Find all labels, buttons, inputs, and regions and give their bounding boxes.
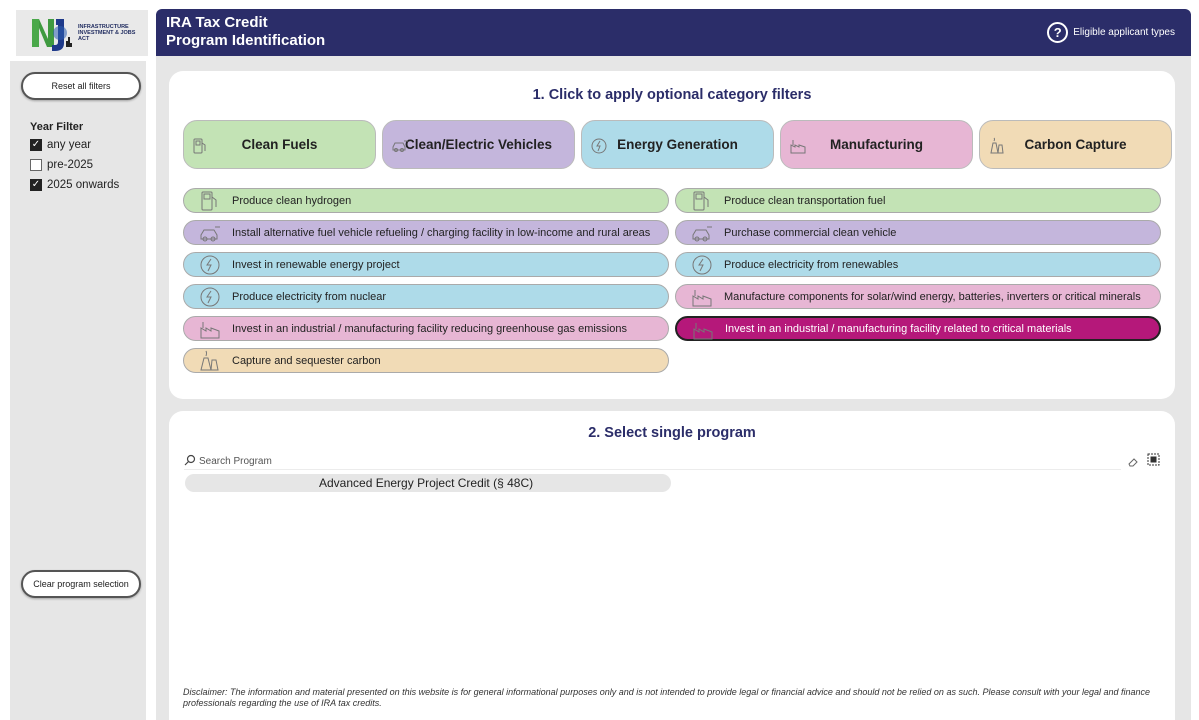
factory-icon (691, 319, 715, 344)
year-option-pre-2025[interactable] (30, 159, 93, 171)
program-label: Produce clean transportation fuel (724, 194, 886, 207)
program-pill[interactable] (183, 348, 669, 373)
main-area (156, 56, 1191, 720)
program-pill[interactable] (675, 188, 1161, 213)
search-icon (184, 454, 196, 469)
factory-icon (690, 286, 714, 311)
car-plug-icon (690, 222, 714, 247)
category-label: Manufacturing (830, 137, 923, 152)
program-label: Purchase commercial clean vehicle (724, 226, 897, 239)
program-pill[interactable] (183, 188, 669, 213)
year-option-2025-onwards[interactable] (30, 179, 119, 191)
select-all-icon[interactable] (1147, 453, 1160, 471)
program-pill[interactable] (183, 316, 669, 341)
fuel-pump-icon (192, 137, 208, 158)
nj-logo-icon (30, 13, 74, 53)
program-label: Invest in an industrial / manufacturing facility related to critical materials (725, 322, 1072, 335)
eraser-icon[interactable] (1127, 455, 1139, 473)
checkbox-icon[interactable] (30, 159, 42, 171)
section-2-title: 2. Select single program (588, 425, 756, 441)
program-pill[interactable] (675, 316, 1161, 341)
program-pill[interactable] (675, 284, 1161, 309)
energy-leaf-icon (198, 286, 222, 311)
title-line-1: IRA Tax Credit (166, 14, 268, 31)
category-label: Carbon Capture (1024, 137, 1127, 152)
category-label: Clean Fuels (241, 137, 318, 152)
program-result-item[interactable]: Advanced Energy Project Credit (§ 48C) (185, 474, 671, 492)
year-filter-title: Year Filter (30, 121, 84, 133)
year-option-label: 2025 onwards (47, 179, 120, 191)
year-option-label: pre-2025 (47, 159, 94, 171)
program-label: Install alternative fuel vehicle refueling / charging facility in low-income and rural areas (232, 226, 651, 239)
category-filter-panel (169, 71, 1175, 399)
energy-leaf-icon (590, 137, 608, 158)
car-plug-icon (391, 137, 409, 156)
year-option-any-year[interactable] (30, 139, 91, 151)
factory-icon (789, 137, 807, 158)
program-pill[interactable] (183, 252, 669, 277)
category-label: Energy Generation (617, 137, 738, 152)
checkbox-icon[interactable]: ✓ (31, 139, 41, 150)
program-pill[interactable] (183, 284, 669, 309)
page-title (166, 14, 325, 50)
category-manufacturing[interactable] (780, 120, 973, 169)
section-1-title: 1. Click to apply optional category filters (532, 87, 812, 103)
logo-text: INFRASTRUCTURE INVESTMENT & JOBS ACT (78, 24, 136, 42)
title-line-2: Program Identification (166, 32, 326, 49)
category-energy-generation[interactable] (581, 120, 774, 169)
program-label: Manufacture components for solar/wind energy, batteries, inverters or critical minerals (724, 290, 1141, 303)
category-clean-electric-vehicles[interactable] (382, 120, 575, 169)
program-label: Capture and sequester carbon (232, 354, 381, 367)
sidebar (10, 61, 146, 720)
checkbox-icon[interactable]: ✓ (31, 179, 41, 190)
category-carbon-capture[interactable] (979, 120, 1172, 169)
fuel-pump-icon (198, 190, 222, 215)
header-bar (156, 9, 1191, 56)
search-input[interactable]: Search Program (199, 455, 272, 467)
reset-all-filters-button[interactable]: Reset all filters (21, 72, 141, 100)
program-label: Produce electricity from nuclear (232, 290, 387, 303)
program-pill[interactable] (675, 252, 1161, 277)
factory-icon (198, 318, 222, 343)
program-label: Invest in an industrial / manufacturing facility reducing greenhouse gas emissions (232, 322, 627, 335)
year-option-label: any year (47, 139, 92, 151)
program-select-panel (169, 411, 1175, 720)
category-clean-fuels[interactable] (183, 120, 376, 169)
car-plug-icon (198, 222, 222, 247)
program-label: Produce clean hydrogen (232, 194, 352, 207)
smokestack-icon (198, 350, 222, 375)
search-bar[interactable] (184, 453, 1121, 470)
clear-program-selection-button[interactable]: Clear program selection (21, 570, 141, 598)
program-label: Invest in renewable energy project (232, 258, 400, 271)
eligible-label: Eligible applicant types (1073, 27, 1175, 38)
program-pill[interactable] (675, 220, 1161, 245)
disclaimer-text: Disclaimer: The information and material presented on this website is for general informational purposes only and is not intended to provide legal or financial advice and should not be relied on as such. Please consult with your legal and finance professionals regarding the use of IRA tax credits. (183, 687, 1151, 708)
smokestack-icon (988, 137, 1006, 158)
fuel-pump-icon (690, 190, 714, 215)
eligible-applicant-types-button[interactable] (1047, 22, 1175, 43)
question-circle-icon: ? (1047, 22, 1068, 43)
program-pill[interactable] (183, 220, 669, 245)
energy-leaf-icon (198, 254, 222, 279)
category-label: Clean/Electric Vehicles (404, 137, 553, 152)
ijja-logo (16, 10, 148, 56)
program-label: Produce electricity from renewables (724, 258, 899, 271)
energy-leaf-icon (690, 254, 714, 279)
